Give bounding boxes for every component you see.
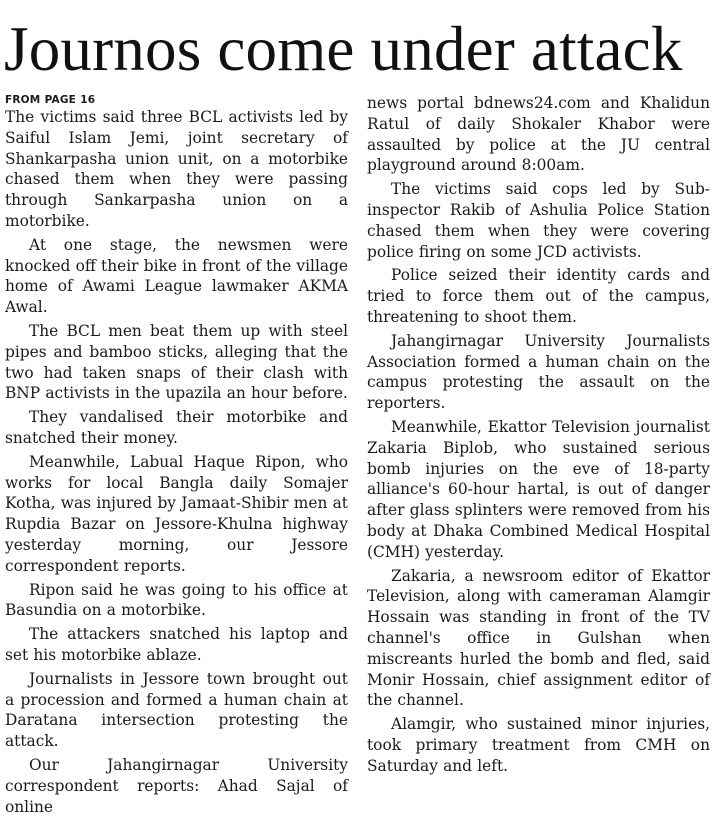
paragraph: Jahangirnagar University Journalists Association formed a human chain on the campus protesting the assault on the reporters. (367, 331, 710, 413)
paragraph: They vandalised their motorbike and snatched their money. (5, 408, 348, 447)
paragraph: The victims said three BCL activists led by Saiful Islam Jemi, joint secretary of Shankarpasha union unit, on a motorbike chased them when they were passing through Sankarpasha union on a motorbike. (5, 108, 348, 230)
paragraph: The victims said cops led by Sub-inspector Rakib of Ashulia Police Station chased them when they were covering police firing on some JCD activists. (367, 180, 710, 261)
jump-line: FROM PAGE 16 (5, 94, 96, 106)
paragraph: The attackers snatched his laptop and set his motorbike ablaze. (5, 625, 348, 664)
paragraph: Meanwhile, Ekattor Television journalist Zakaria Biplob, who sustained serious bomb injuries on the eve of 18-party alliance's 60-hour hartal, is out of danger after glass splinters were removed from his body at Dhaka Combined Medical Hospital (CMH) yesterday. (367, 417, 710, 561)
headline: Journos come under attack (4, 14, 683, 84)
paragraph: Our Jahangirnagar University correspondent reports: Ahad Sajal of online (5, 755, 348, 816)
paragraph: Meanwhile, Labual Haque Ripon, who works for local Bangla daily Somajer Kotha, was injured by Jamaat-Shibir men at Rupdia Bazar on Jessore-Khulna highway yesterday morning, our Jessore correspondent reports. (5, 452, 348, 575)
article-column-left (5, 93, 348, 820)
article-column-right (367, 93, 710, 780)
paragraph: Alamgir, who sustained minor injuries, took primary treatment from CMH on Saturday and left. (367, 715, 710, 775)
paragraph: Police seized their identity cards and tried to force them out of the campus, threatening to shoot them. (367, 266, 710, 326)
paragraph: Zakaria, a newsroom editor of Ekattor Television, along with cameraman Alamgir Hossain was standing in front of the TV channel's office in Gulshan when miscreants hurled the bomb and fled, said Monir Hossain, chief assignment editor of the channel. (367, 566, 710, 710)
paragraph: Journalists in Jessore town brought out a procession and formed a human chain at Daratana intersection protesting the attack. (5, 669, 348, 751)
paragraph: The BCL men beat them up with steel pipes and bamboo sticks, alleging that the two had taken snaps of their clash with BNP activists in the upazila an hour before. (5, 321, 348, 403)
paragraph: news portal bdnews24.com and Khalidun Ratul of daily Shokaler Khabor were assaulted by police at the JU central playground around 8:00am. (367, 94, 710, 175)
paragraph: At one stage, the newsmen were knocked off their bike in front of the village home of Awami League lawmaker AKMA Awal. (5, 235, 348, 317)
paragraph: Ripon said he was going to his office at Basundia on a motorbike. (5, 580, 348, 620)
